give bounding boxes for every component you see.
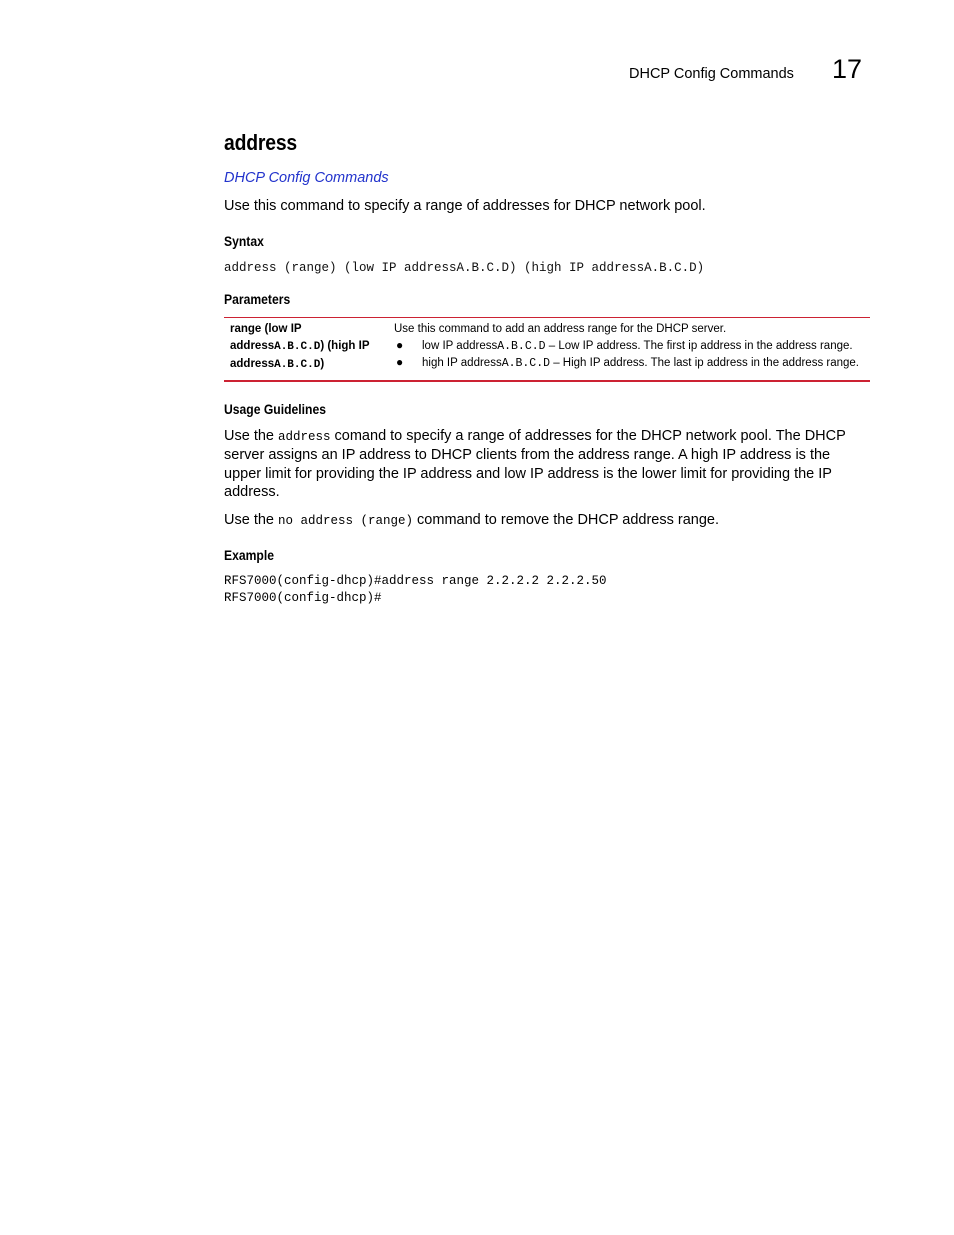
page-title: address [224, 130, 298, 155]
param-name-text: ) (high IP [320, 339, 370, 352]
bullet-text: – Low IP address. The first ip address in the address range. [545, 339, 853, 352]
usage-text: Use the [224, 511, 278, 528]
parameter-name [224, 317, 388, 381]
main-content [224, 130, 870, 607]
usage-heading: Usage Guidelines [224, 401, 326, 417]
param-name-code: A.B.C.D [274, 340, 321, 353]
param-name-text: range (low IP [230, 322, 302, 335]
bullet-code: A.B.C.D [497, 339, 546, 353]
example-heading: Example [224, 548, 274, 563]
bullet-text: – High IP address. The last ip address in the address range. [550, 356, 859, 369]
list-item [394, 338, 864, 355]
example-code-block [224, 573, 870, 607]
bullet-icon: ● [396, 354, 404, 369]
bullet-text: low IP address [422, 339, 498, 352]
bullet-icon: ● [396, 337, 404, 352]
bullet-code: A.B.C.D [501, 356, 551, 370]
breadcrumb-link[interactable]: DHCP Config Commands [224, 170, 389, 186]
intro-paragraph: Use this command to specify a range of addresses for DHCP network pool. [224, 198, 706, 214]
usage-code: address [278, 429, 331, 444]
syntax-line: address (range) (low IP addressA.B.C.D) (high IP addressA.B.C.D) [224, 260, 705, 275]
param-name-text: address [230, 357, 275, 370]
parameters-table [224, 317, 870, 382]
running-header-chapter-title: DHCP Config Commands [629, 66, 794, 82]
usage-text: command to remove the DHCP address range. [413, 511, 720, 528]
code-line: RFS7000(config-dhcp)# [224, 591, 382, 605]
usage-paragraph-2 [224, 511, 870, 531]
usage-paragraph-1 [224, 427, 870, 502]
parameters-heading: Parameters [224, 291, 291, 307]
list-item [394, 355, 864, 372]
running-header-chapter-number: 17 [832, 54, 863, 84]
usage-code: no address (range) [278, 513, 414, 528]
param-name-text: ) [320, 357, 325, 370]
syntax-heading: Syntax [224, 233, 264, 249]
parameter-row [224, 317, 870, 381]
bullet-text: high IP address [422, 356, 502, 369]
param-name-code: A.B.C.D [274, 358, 321, 371]
code-line: RFS7000(config-dhcp)#address range 2.2.2.2 2.2.2.50 [224, 574, 607, 588]
usage-text: comand to specify a range of addresses for the DHCP network pool. The DHCP server assigns an IP address to DHCP clients from the address range. A high IP address is the upper limit for providing the IP address and low IP address is the lower limit for providing the IP address. [224, 427, 846, 500]
param-bullet-list [394, 338, 864, 372]
param-name-text: address [230, 339, 275, 352]
param-description-text: Use this command to add an address range for the DHCP server. [394, 322, 727, 335]
parameter-description [388, 317, 870, 381]
usage-text: Use the [224, 427, 278, 444]
